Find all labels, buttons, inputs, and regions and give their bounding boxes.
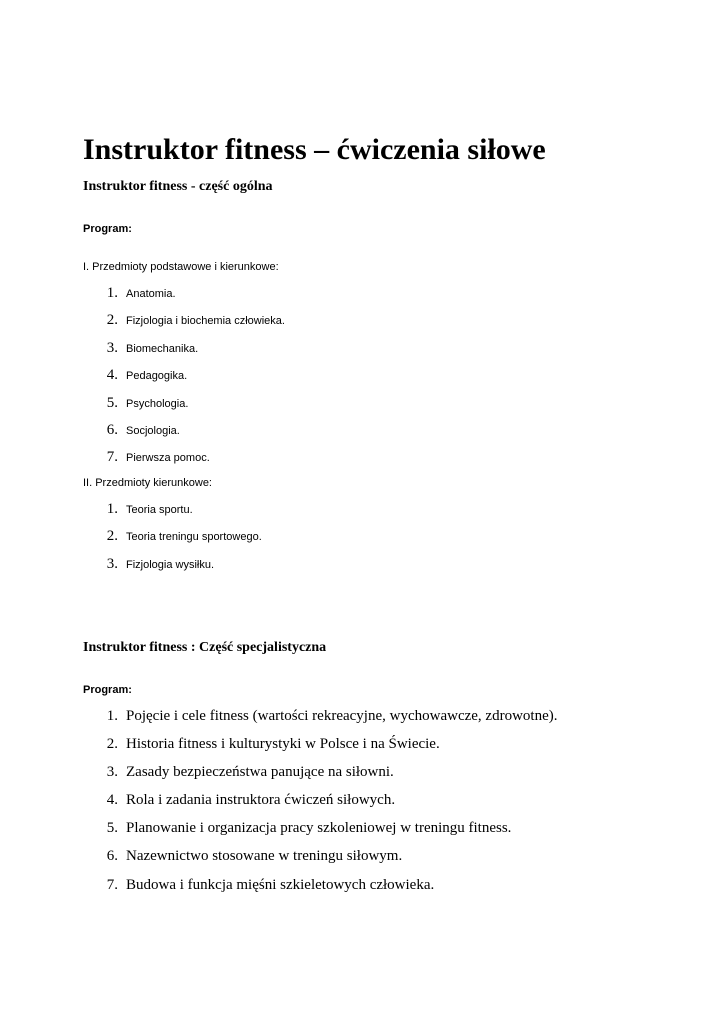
list-item-number: 1.	[106, 501, 118, 517]
list-item: Biomechanika.	[126, 343, 199, 355]
group2-label: II. Przedmioty kierunkowe:	[83, 477, 212, 489]
list-item-number: 6.	[106, 422, 118, 438]
list-item: Budowa i funkcja mięśni szkieletowych człowieka.	[126, 877, 435, 893]
list-item: Socjologia.	[126, 425, 180, 437]
list-item-number: 6.	[106, 848, 118, 864]
list-item: Planowanie i organizacja pracy szkoleniowej w treningu fitness.	[126, 820, 512, 836]
list-item-number: 4.	[106, 367, 118, 383]
list-item-number: 3.	[106, 556, 118, 572]
list-item: Anatomia.	[126, 288, 176, 300]
list-item-number: 3.	[106, 764, 118, 780]
list-item-number: 3.	[106, 340, 118, 356]
section2-heading: Instruktor fitness : Część specjalistyczna	[83, 640, 327, 655]
list-item-number: 4.	[106, 792, 118, 808]
list-item: Psychologia.	[126, 398, 189, 410]
list-item: Pierwsza pomoc.	[126, 452, 210, 464]
list-item-number: 7.	[106, 449, 118, 465]
list-item: Pojęcie i cele fitness (wartości rekreacyjne, wychowawcze, zdrowotne).	[126, 708, 558, 724]
list-item-number: 2.	[106, 528, 118, 544]
list-item-number: 5.	[106, 820, 118, 836]
list-item: Pedagogika.	[126, 370, 188, 382]
list-item: Fizjologia i biochemia człowieka.	[126, 315, 285, 327]
section1-heading: Instruktor fitness - część ogólna	[83, 179, 273, 194]
list-item-number: 7.	[106, 877, 118, 893]
list-item: Teoria treningu sportowego.	[126, 531, 262, 543]
list-item: Nazewnictwo stosowane w treningu siłowym.	[126, 848, 403, 864]
list-item: Fizjologia wysiłku.	[126, 559, 215, 571]
list-item: Teoria sportu.	[126, 504, 193, 516]
list-item: Rola i zadania instruktora ćwiczeń siłowych.	[126, 792, 396, 808]
list-item: Zasady bezpieczeństwa panujące na siłowni.	[126, 764, 394, 780]
list-item-number: 2.	[106, 736, 118, 752]
list-item-number: 2.	[106, 312, 118, 328]
group1-label: I. Przedmioty podstawowe i kierunkowe:	[83, 261, 279, 273]
list-item-number: 5.	[106, 395, 118, 411]
list-item: Historia fitness i kulturystyki w Polsce i na Świecie.	[126, 736, 440, 752]
section2-program-label: Program:	[83, 684, 132, 696]
document-title: Instruktor fitness – ćwiczenia siłowe	[83, 133, 546, 166]
section1-program-label: Program:	[83, 223, 132, 235]
list-item-number: 1.	[106, 285, 118, 301]
list-item-number: 1.	[106, 708, 118, 724]
